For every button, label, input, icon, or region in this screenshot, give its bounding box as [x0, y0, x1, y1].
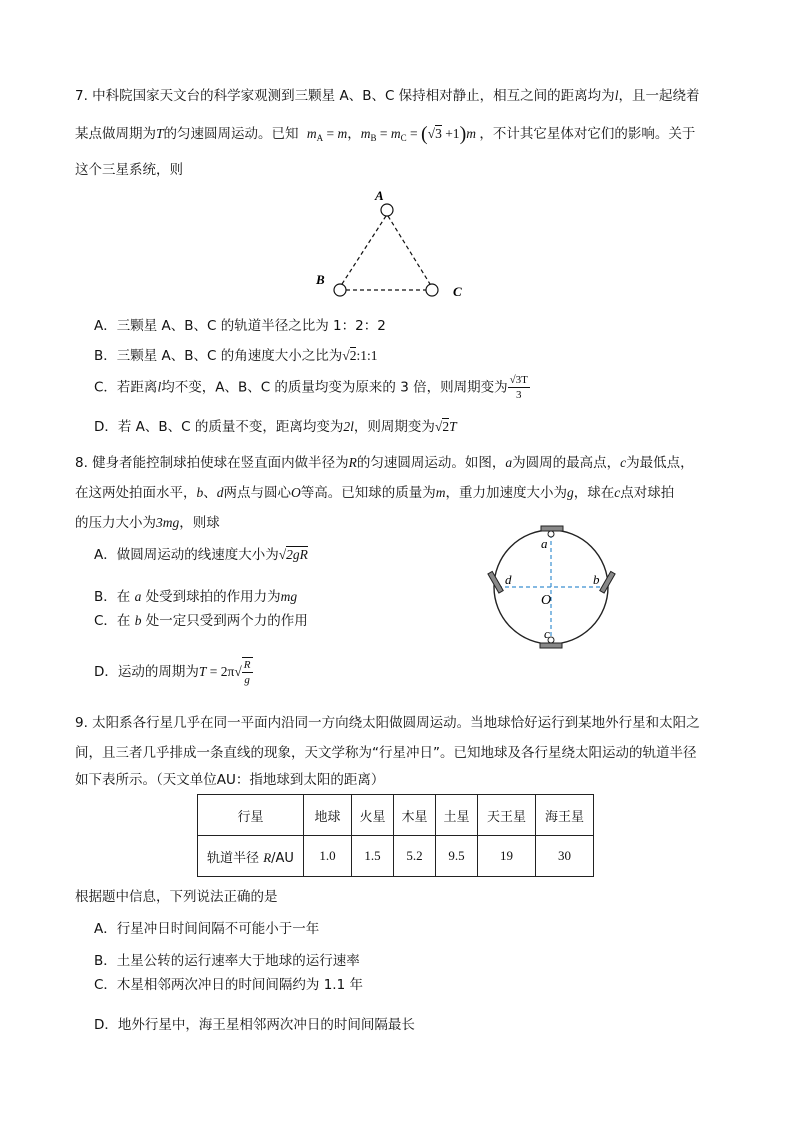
- q8-stem-line2: 在这两处拍面水平，b、d两点与圆心O等高。已知球的质量为m，重力加速度大小为g，球在c点对球拍: [75, 485, 675, 501]
- q9-option-d: D．地外行星中，海王星相邻两次冲日的时间间隔最长: [94, 1017, 415, 1033]
- q7-var-l: l: [614, 88, 619, 103]
- q7-triangle-figure: [300, 180, 480, 305]
- table-cell: 19: [478, 836, 536, 877]
- q7-star-c: [426, 284, 438, 296]
- table-cell: 火星: [352, 795, 394, 836]
- q8-circle-figure: [486, 520, 626, 655]
- q8-fig-label-b: b: [593, 572, 600, 587]
- q8-racket-top: [541, 526, 563, 531]
- q7-option-a: A．三颗星 A、B、C 的轨道半径之比为 1：2：2: [94, 318, 386, 334]
- q8-stem-line3: 的压力大小为3mg，则球: [75, 515, 220, 531]
- q8-fig-label-d: d: [505, 572, 512, 587]
- q9-planet-table: [197, 794, 594, 877]
- q7-label-c: C: [453, 284, 462, 299]
- table-row: [198, 795, 594, 836]
- table-header-label: 行星: [198, 795, 304, 836]
- table-row-label: 轨道半径 R/AU: [198, 836, 304, 877]
- q7-stem-line2: 某点做周期为T的匀速圆周运动。已知 $m_A = m$，$m_B = m_C = (√3 +1)m$ ，不计其它星体对它们的影响。关于: [75, 123, 696, 145]
- q8-racket-bottom: [540, 643, 562, 648]
- q7-option-c-fraction: $\frac{√3T}{3}$: [509, 374, 528, 401]
- q7-label-b: B: [316, 272, 325, 287]
- table-cell: 1.5: [352, 836, 394, 877]
- q7-mass-formula: $m_A = m$，$m_B = m_C = (√3 +1)m$: [306, 123, 476, 145]
- q9-option-b: B．土星公转的运行速率大于地球的运行速率: [94, 953, 360, 969]
- table-cell: 海王星: [536, 795, 594, 836]
- q9-stem-line3: 如下表所示。（天文单位AU：指地球到太阳的距离）: [75, 772, 385, 788]
- q7-label-a: A: [375, 188, 384, 203]
- q8-option-a: A．做圆周运动的线速度大小为√2gR: [94, 547, 308, 563]
- table-cell: 天王星: [478, 795, 536, 836]
- q7-option-b: B．三颗星 A、B、C 的角速度大小之比为√2:1:1: [94, 348, 378, 364]
- table-row: [198, 836, 594, 877]
- table-cell: 9.5: [436, 836, 478, 877]
- q7-var-T: T: [156, 126, 164, 141]
- q9-lead: 根据题中信息，下列说法正确的是: [75, 889, 278, 905]
- q8-fig-label-o: O: [541, 593, 552, 608]
- table-cell: 木星: [394, 795, 436, 836]
- q9-option-a: A．行星冲日时间间隔不可能小于一年: [94, 921, 320, 937]
- table-cell: 地球: [304, 795, 352, 836]
- q9-stem-line2: 间，且三者几乎排成一条直线的现象，天文学称为“行星冲日”。已知地球及各行星绕太阳运动的轨道半径: [75, 745, 697, 761]
- q9-stem-line1: 9. 太阳系各行星几乎在同一平面内沿同一方向绕太阳做圆周运动。当地球恰好运行到某地外行星和太阳之: [75, 715, 700, 731]
- q8-fig-label-c: c: [544, 626, 550, 641]
- q8-stem-line1: 8. 健身者能控制球拍使球在竖直面内做半径为R的匀速圆周运动。如图，a为圆周的最高点，c为最低点，: [75, 455, 694, 471]
- q7-stem-line1: 7. 中科院国家天文台的科学家观测到三颗星 A、B、C 保持相对静止，相互之间的距离均为l，且一起绕着: [75, 88, 700, 104]
- q7-option-d: D．若 A、B、C 的质量不变，距离均变为2l，则周期变为√2T: [94, 419, 457, 435]
- q8-option-c: C．在 b 处一定只受到两个力的作用: [94, 613, 308, 629]
- q8-option-b: B．在 a 处受到球拍的作用力为mg: [94, 589, 298, 605]
- q7-stem-line3: 这个三星系统，则: [75, 162, 183, 178]
- q9-option-c: C．木星相邻两次冲日的时间间隔约为 1.1 年: [94, 977, 363, 993]
- q8-option-d: D．运动的周期为T = 2π√ $\frac{R}{g}$: [94, 659, 251, 686]
- q7-star-a: [381, 204, 393, 216]
- table-cell: 5.2: [394, 836, 436, 877]
- table-cell: 1.0: [304, 836, 352, 877]
- q7-option-c: C．若距离l均不变，A、B、C 的质量均变为原来的 3 倍，则周期变为 $\frac{√3T}{3}$: [94, 374, 528, 401]
- q8-fig-label-a: a: [541, 536, 548, 551]
- table-cell: 30: [536, 836, 594, 877]
- table-cell: 土星: [436, 795, 478, 836]
- q7-star-b: [334, 284, 346, 296]
